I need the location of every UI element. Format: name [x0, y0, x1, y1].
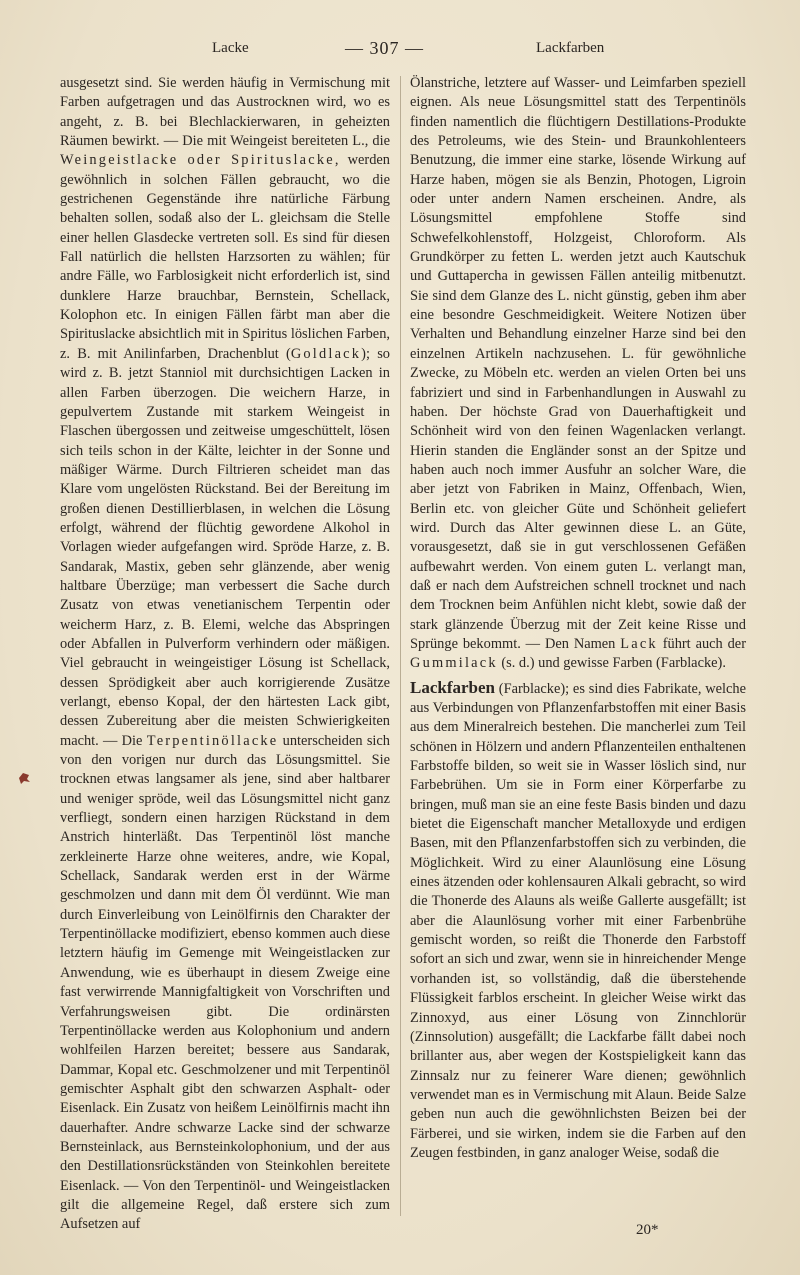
column-divider — [400, 76, 401, 1216]
page-number: — 307 — — [345, 38, 424, 58]
spaced-term: Lack — [620, 635, 658, 652]
text-run: unterscheiden sich von den vorigen nur durch das Lösungsmittel. Sie trocknen etwas langsamer als jene, sind aber haltbarer und weniger spröde, weil das Lösungsmittel nicht ganz verfliegt, sondern einen harzigen Rückstand in dem Anstrich hinterläßt. Das Terpentinöl löst manche zerkleinerte Harze ohne weiteres, andre, wie Kopal, Schellack, Sandarak werden erst in der Wärme geschmolzen und dann mit dem Öl verdünnt. Wie man durch Einverleibung von Leinölfirnis den Charakter der Terpentinöllacke modifiziert, ebenso kommen auch diese letztern häufig im Gemenge mit Weingeistlacken zur Anwendung, wie es überhaupt in diesem Zweige eine fast verwirrende Mannigfaltigkeit von Vorschriften und Verfahrungsweisen gibt. Die ordinärsten Terpentinöllacke werden aus Kolophonium und andern wohlfeilen Harzen bereitet; bessere aus Sandarak, Dammar, Kopal etc. Geschmolzener und mit Terpentinöl gemischter Asphalt gibt den schwarzen Asphalt- oder Eisenlack. Ein Zusatz von heißem Leinölfirnis macht ihn dauerhafter. Andre schwarze Lacke sind der schwarze Bernsteinlack, aus Bernsteinkolophonium, und der aus den Destillationsrückständen von Steinkohlen bereitete Eisenlack. — Von den Terpentinöl- und Weingeistlacken gilt die allgemeine Regel, daß erstere sich zum Aufsetzen auf — [60, 732, 390, 1233]
text-run: werden gewöhnlich in solchen Fällen gebraucht, wo die gestrichenen Gegenstände ihre natürliche Färbung behalten sollen, sodaß also der L. gleichsam die Stelle einer hellen Glasdecke vertreten soll. Es sind für diesen Fall natürlich die hellsten Harzsorten zu wählen; für andre Fälle, wo Farblosigkeit nicht erforderlich ist, sind dunklere Harze brauchbar, Bernstein, Schellack, Kolophon etc. In einigen Fällen färbt man aber die Spirituslacke absichtlich mit in Spiritus löslichen Farben, z. B. mit Anilinfarben, Drachenblut ( — [60, 152, 390, 362]
header-left-keyword: Lacke — [212, 40, 249, 56]
entry-headword: Lackfarben — [410, 677, 495, 697]
left-column — [60, 74, 390, 1235]
right-column — [410, 74, 746, 1163]
running-header — [0, 38, 800, 62]
spaced-term: Goldlack — [290, 345, 362, 362]
text-run: (s. d.) und gewisse Farben (Farblacke). — [497, 655, 726, 672]
text-run: führt auch der — [657, 635, 746, 652]
text-run: (Farblacke); es sind dies Fabrikate, welche aus Verbindungen von Pflanzenfarbstoffen mit einer Basis aus dem Mineralreich bestehen. Die mancherlei zum Teil schönen in Hölzern und andern Pflanzenteilen enthaltenen Farbstoffe bilden, so weit sie in Wasser löslich sind, nur Farbebrühen. Um sie in Form einer Körperfarbe zu bringen, muß man sie an eine feste Basis binden und dazu bietet die Eigenschaft mancher Metalloxyde und erdigen Basen, mit den Pflanzenfarbstoffen sich zu verbinden, die Möglichkeit. Wird zu einer Alaunlösung eine Lösung eines ätzenden oder kohlensauren Alkali gebracht, so wird die Thonerde des Alauns als weiße Gallerte ausgefällt; ist aber die Alaunlösung vorher mit einer Farbenbrühe gemischt worden, so reißt die Thonerde den Farbstoff sofort an sich und zwar, wenn sie in hinreichender Menge vorhanden ist, so vollständig, daß die überstehende Flüssigkeit farblos erscheint. In gleicher Weise wirkt das Zinnoxyd, aus einer Lösung von Zinnchlorür (Zinnsolution) ausgefällt; die Lackfarbe fällt dabei noch brillanter aus, aber wegen der Kostspieligkeit kann das Zinnsalz nur zu feinerer Ware dienen; gewöhnlich verwendet man es in Vermischung mit Alaun. Beide Salze geben nun auch die gewöhnlichsten Beizen bei der Färberei, und sie wirken, indem sie die Farben auf den Zeugen festbinden, in ganz analoger Weise, sodaß die — [410, 680, 746, 1161]
right-paragraph — [410, 74, 746, 674]
spaced-term: Weingeistlacke oder Spirituslacke, — [60, 152, 341, 169]
text-run: Ölanstriche, letztere auf Wasser- und Leimfarben speziell eignen. Als neue Lösungsmittel statt des Terpentinöls finden namentlich die flüchtigern Destillations-Produkte des Petroleums, wie des Stein- und Braunkohlenteers Benutzung, die immer eine starke, lösende Wirkung auf Harze haben, mögen sie als Benzin, Photogen, Ligroin oder unter andern Namen erscheinen. Andre, als Lösungsmittel empfohlene Stoffe sind Schwefelkohlenstoff, Holzgeist, Chloroform. Als Grundkörper zu fetten L. werden jetzt auch Kautschuk und Guttapercha in gewissen Fällen anteilig mitbenutzt. Sie sind dem Glanze des L. nicht günstig, geben ihm aber eine besondre Geschmeidigkeit. Weitere Notizen über Verhalten und Behandlung einzelner Harze sind bei den einzelnen Artikeln nachzusehen. L. für gewöhnliche Zwecke, zu Möbeln etc. werden an vielen Orten bei uns fabriziert und sind in Farbenhandlungen in Auswahl zu haben. Der höchste Grad von Dauerhaftigkeit und Schönheit wird von den feinen Wagenlacken verlangt. Hierin standen die Engländer sonst an der Spitze und haben auch noch immer Ausfuhr an solcher Ware, die aber jetzt von Fabriken in Mainz, Offenbach, Wien, Berlin etc. von gleicher Güte und Schönheit geliefert wird. Durch das Alter gewinnen diese L. an Güte, vorausgesetzt, daß sie in gut verschlossenen Gefäßen aufbewahrt werden. Von einem guten L. verlangt man, daß er nach dem Aufstreichen schnell trocknet und nach dem Trocknen beim Anfühlen nicht klebt, sowie daß der stark glänzende Überzug mit der Zeit keine Risse und Sprünge bekommt. — Den Namen — [410, 75, 746, 652]
entry-lackfarben — [410, 678, 746, 1164]
text-run: ausgesetzt sind. Sie werden häufig in Vermischung mit Farben aufgetragen und das Austrocknen wird, wo es angeht, z. B. bei Blechlackierwaren, in geheizten Räumen bewirkt. — Die mit Weingeist bereiteten L., die — [60, 75, 390, 150]
ink-blot-mark — [16, 770, 32, 786]
text-run: ); so wird z. B. jetzt Stanniol mit durchsichtigen Lacken in allen Farben überzogen. Die weichern Harze, in gepulvertem Zustande mit starkem Weingeist in Flaschen übergossen und zeitweise umgeschüttelt, lösen sich teils schon in der Kälte, leichter in der Sonne und mäßiger Wärme. Durch Filtrieren scheidet man das Klare vom ungelösten Rückstand. Bei der Bereitung im großen dienen Destillierblasen, in welchen die Lösung erfolgt, während der flüchtig gewordene Alkohol in Vorlagen wieder aufgefangen wird. Spröde Harze, z. B. Sandarak, Mastix, geben sehr glänzende, aber wenig haltbare Überzüge; man verbessert die Sache durch Zusatz von etwas venetianischem Terpentin oder weicherm Harz, z. B. Elemi, welche das Abspringen oder Abfallen in Pulverform verhindern oder mäßigen. Viel gebraucht in weingeistiger Lösung ist Schellack, dessen Sprödigkeit aber auch korrigierende Zusätze verlangt, ebenso Kopal, der den härtesten Lack gibt, dessen Zubereitung aber die meisten Schwierigkeiten macht. — Die — [60, 345, 390, 749]
left-paragraph — [60, 74, 390, 1235]
signature-mark: 20* — [636, 1222, 659, 1238]
spaced-term: Terpentinöllacke — [146, 732, 279, 749]
header-right-keyword: Lackfarben — [536, 40, 605, 56]
spaced-term: Gummilack — [410, 655, 498, 672]
